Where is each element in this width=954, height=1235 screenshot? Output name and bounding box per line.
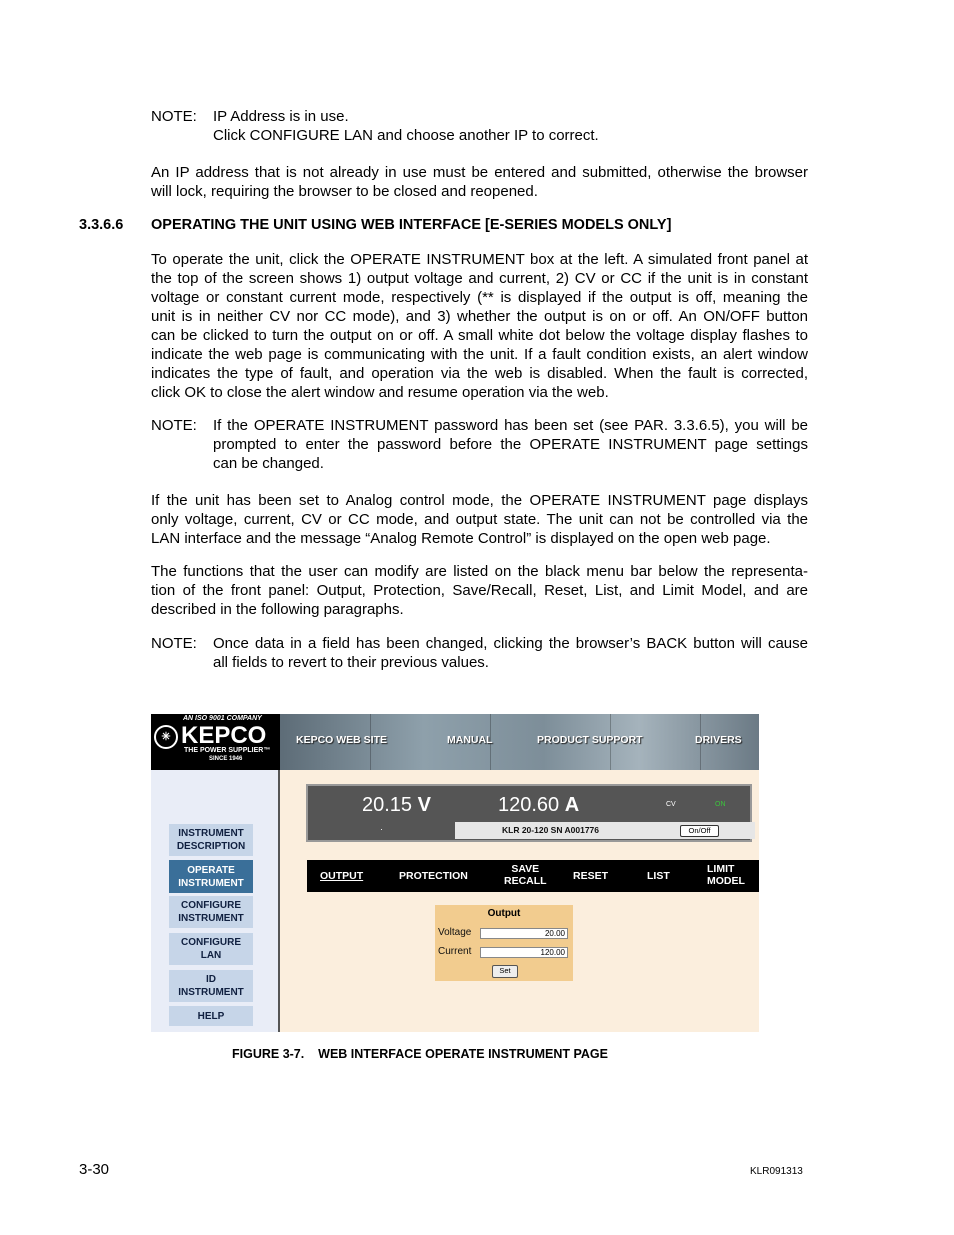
sidebar-item-operate-instrument[interactable] <box>169 860 253 893</box>
paragraph <box>151 491 808 548</box>
menu-label: LIMIT <box>707 863 735 875</box>
logo-tagline-top: AN ISO 9001 COMPANY <box>183 715 262 722</box>
output-state-indicator: ON <box>715 801 726 808</box>
web-interface-screenshot <box>151 714 759 1032</box>
paragraph <box>151 163 808 201</box>
paragraph-line: tion of the front panel: Output, Protection, Save/Recall, Reset, List, and Limit Model, and are <box>151 582 808 599</box>
sidebar-item-label: ID <box>206 974 216 985</box>
paragraph-line: only voltage, current, CV or CC mode, and output state. The unit can not be controlled via the <box>151 511 808 528</box>
model-serial: KLR 20-120 SN A001776 <box>502 825 600 835</box>
paragraph-line: can be clicked to turn the output on or off. A small white dot below the voltage display flashes to <box>151 327 808 344</box>
menu-reset[interactable] <box>573 870 608 882</box>
paragraph-line: If the unit has been set to Analog control mode, the OPERATE INSTRUMENT page displays <box>151 492 808 509</box>
note-line: all fields to revert to their previous values. <box>213 654 489 671</box>
note-line: can be changed. <box>213 455 324 472</box>
sidebar-item-label: CONFIGURE <box>181 900 241 911</box>
communication-dot: · <box>380 824 383 834</box>
current-input[interactable]: 120.00 <box>480 947 568 958</box>
page-number: 3-30 <box>79 1161 110 1178</box>
logo-name: KEPCO <box>181 722 267 749</box>
nav-drivers[interactable]: DRIVERS <box>695 734 742 746</box>
nav-manual[interactable]: MANUAL <box>447 734 493 746</box>
note-label: NOTE: <box>151 635 197 652</box>
menu-list[interactable] <box>647 870 670 882</box>
menu-label: LIST <box>647 870 670 882</box>
on-off-button[interactable]: On/Off <box>680 825 719 837</box>
sidebar-item-label: LAN <box>200 950 222 961</box>
sidebar-item-instrument-description[interactable] <box>169 824 253 856</box>
output-settings-box <box>435 905 573 981</box>
menu-save-recall[interactable] <box>504 863 547 887</box>
figure-caption <box>232 1047 608 1061</box>
function-menu-bar <box>307 860 759 892</box>
header-bar <box>151 714 759 770</box>
note-line: If the OPERATE INSTRUMENT password has been set (see PAR. 3.3.6.5), you will be <box>213 417 808 434</box>
note-line: prompted to enter the password before the OPERATE INSTRUMENT page settings <box>213 436 808 453</box>
voltage-input[interactable]: 20.00 <box>480 928 568 939</box>
set-button[interactable]: Set <box>492 965 518 978</box>
menu-label: SAVE <box>511 863 540 875</box>
paragraph-line: The functions that the user can modify are listed on the black menu bar below the representa- <box>151 563 808 580</box>
note-text <box>213 634 808 672</box>
section-heading <box>79 217 671 233</box>
sidebar-item-label: HELP <box>197 1010 225 1022</box>
sidebar-item-label: INSTRUMENT <box>178 877 244 889</box>
sidebar <box>151 770 280 1032</box>
output-title: Output <box>487 908 521 919</box>
paragraph-line: indicates the type of fault, and operation via the web is disabled. When the fault is corrected, <box>151 365 808 382</box>
header-banner <box>280 714 759 770</box>
mode-indicator: CV <box>666 801 676 808</box>
sidebar-item-help[interactable] <box>169 1006 253 1026</box>
section-number: 3.3.6.6 <box>79 217 124 233</box>
paragraph-line: described in the following paragraphs. <box>151 601 404 618</box>
paragraph-line: indicate the web page is communicating with the unit. If a fault condition exists, an alert window <box>151 346 808 363</box>
front-panel-display <box>306 784 752 842</box>
kepco-mark-icon: ✳ <box>154 725 178 749</box>
voltage-unit: V <box>417 794 431 816</box>
paragraph-line: the top of the screen shows 1) output voltage and current, 2) CV or CC if the unit is in constant <box>151 270 808 287</box>
model-bar <box>455 822 755 839</box>
paragraph-line: An IP address that is not already in use must be entered and submitted, otherwise the browser <box>151 164 808 181</box>
paragraph-line: unit is in neither CV nor CC mode), and 3) whether the output is on or off. An ON/OFF button <box>151 308 808 325</box>
nav-kepco-web-site[interactable]: KEPCO WEB SITE <box>296 734 388 746</box>
current-unit: A <box>564 794 580 816</box>
document-id: KLR091313 <box>750 1166 803 1177</box>
caption-number: FIGURE 3-7. <box>232 1047 305 1061</box>
note-text <box>213 416 808 473</box>
paragraph-line: To operate the unit, click the OPERATE INSTRUMENT box at the left. A simulated front panel at <box>151 251 808 268</box>
note-label: NOTE: <box>151 417 197 434</box>
note-label: NOTE: <box>151 108 197 125</box>
current-readout <box>498 794 579 817</box>
note-line: Once data in a field has been changed, clicking the browser’s BACK button will cause <box>213 635 808 652</box>
caption-title: WEB INTERFACE OPERATE INSTRUMENT PAGE <box>318 1047 608 1061</box>
paragraph-line: LAN interface and the message “Analog Remote Control” is displayed on the open web page. <box>151 530 771 547</box>
voltage-readout <box>362 794 431 817</box>
voltage-label: Voltage <box>438 927 472 938</box>
note-line: Click CONFIGURE LAN and choose another IP to correct. <box>213 127 599 144</box>
note-line: IP Address is in use. <box>213 108 349 125</box>
sidebar-item-label: DESCRIPTION <box>176 841 246 852</box>
section-title: OPERATING THE UNIT USING WEB INTERFACE [E-SERIES MODELS ONLY] <box>151 217 672 233</box>
sidebar-item-configure-lan[interactable] <box>169 933 253 965</box>
nav-product-support[interactable]: PRODUCT SUPPORT <box>537 734 643 746</box>
current-value: 120.60 <box>498 794 560 816</box>
menu-output[interactable] <box>320 870 363 882</box>
paragraph-line: will lock, requiring the browser to be closed and reopened. <box>151 183 538 200</box>
menu-label: RECALL <box>504 875 547 887</box>
sidebar-item-label: INSTRUMENT <box>178 828 244 839</box>
sidebar-item-configure-instrument[interactable] <box>169 896 253 928</box>
menu-label: MODEL <box>707 875 745 887</box>
menu-label: OUTPUT <box>320 870 364 882</box>
sidebar-item-label: CONFIGURE <box>181 937 241 948</box>
menu-label: RESET <box>573 870 609 882</box>
logo-tagline: THE POWER SUPPLIER™ <box>184 747 271 754</box>
paragraph <box>151 250 808 402</box>
sidebar-item-label: OPERATE <box>187 864 235 876</box>
note-text <box>213 107 808 145</box>
current-label: Current <box>438 946 472 957</box>
sidebar-item-id-instrument[interactable] <box>169 970 253 1002</box>
menu-limit-model[interactable] <box>707 863 745 887</box>
paragraph-line: voltage or constant current mode, respectively (** is displayed if the output is off, meaning the <box>151 289 808 306</box>
kepco-logo[interactable] <box>151 714 279 770</box>
sidebar-item-label: INSTRUMENT <box>178 913 244 924</box>
sidebar-item-label: INSTRUMENT <box>178 987 244 998</box>
paragraph <box>151 562 808 619</box>
menu-protection[interactable] <box>399 870 468 882</box>
menu-label: PROTECTION <box>399 870 468 882</box>
voltage-value: 20.15 <box>362 794 413 816</box>
logo-since: SINCE 1946 <box>209 756 243 762</box>
paragraph-line: click OK to close the alert window and resume operation via the web. <box>151 384 609 401</box>
